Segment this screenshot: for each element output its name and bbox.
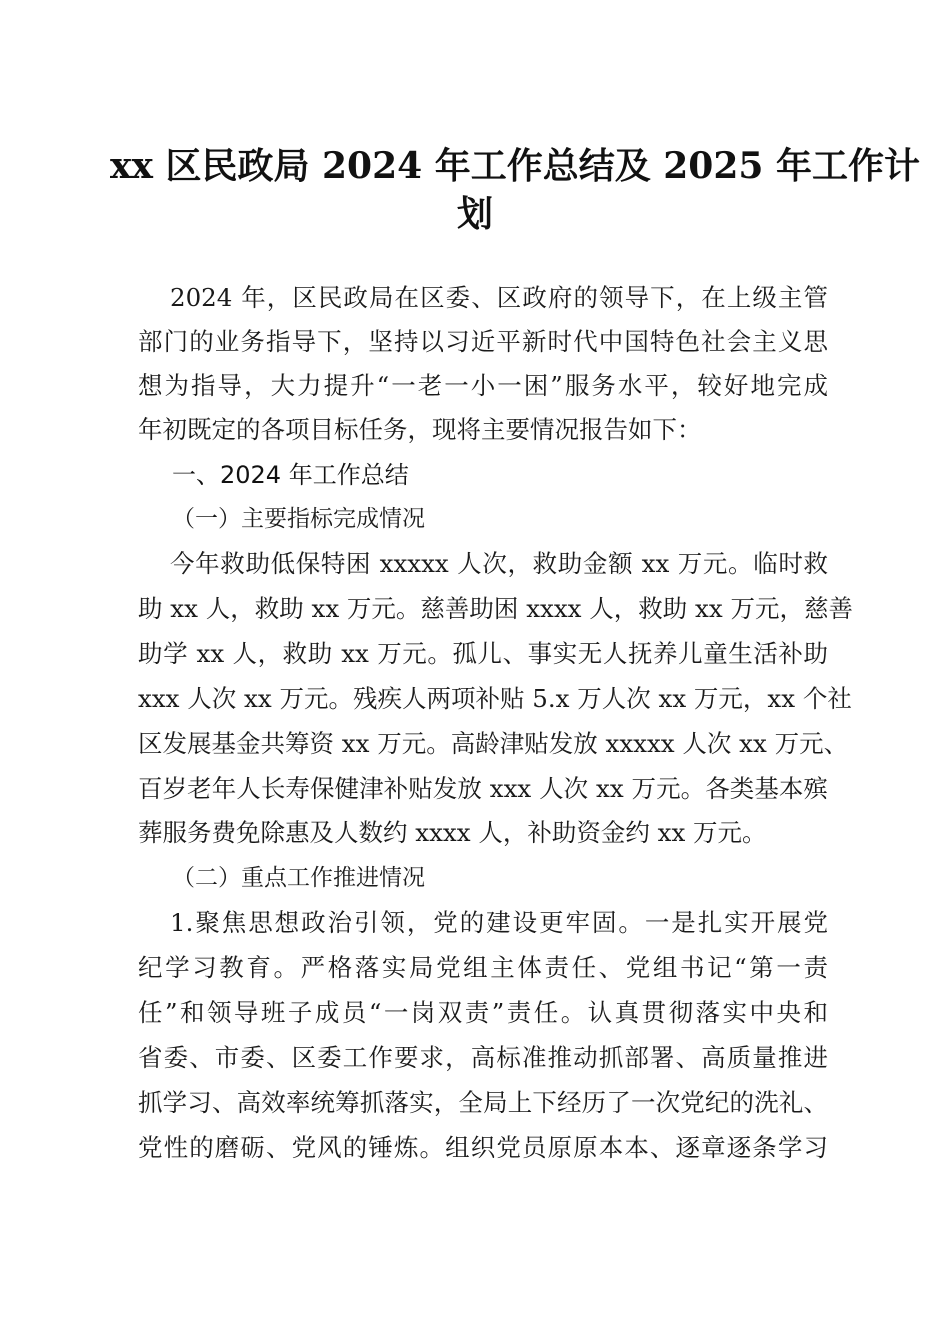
sub2-body-line: 任”和领导班子成员“一岗双责”责任。认真贯彻落实中央和 [138,998,828,1027]
intro-line: 年初既定的各项目标任务，现将主要情况报告如下： [138,415,702,444]
document-title-line-1: xx 区民政局 2024 年工作总结及 2025 年工作计 [110,145,920,187]
document-title-line-2: 划 [456,193,493,235]
sub2-body-line: 省委、市委、区委工作要求，高标准推动抓部署、高质量推进 [138,1043,828,1072]
sub2-body-line: 纪学习教育。严格落实局党组主体责任、党组书记“第一责 [138,953,828,982]
intro-line: 想为指导，大力提升“一老一小一困”服务水平，较好地完成 [138,371,828,400]
sub1-body-line: 助 xx 人，救助 xx 万元。慈善助困 xxxx 人，救助 xx 万元，慈善 [138,594,853,623]
sub1-body-line: 葬服务费免除惠及人数约 xxxx 人，补助资金约 xx 万元。 [138,818,767,847]
subsection-heading-2: （二）重点工作推进情况 [172,865,425,891]
sub1-body-line: 助学 xx 人，救助 xx 万元。孤儿、事实无人抚养儿童生活补助 [138,639,828,668]
section-heading-1: 一、2024 年工作总结 [172,461,409,489]
intro-line: 部门的业务指导下，坚持以习近平新时代中国特色社会主义思 [138,327,828,356]
sub1-body-line: 今年救助低保特困 xxxxx 人次，救助金额 xx 万元。临时救 [170,549,828,578]
sub1-body-line: xxx 人次 xx 万元。残疾人两项补贴 5.x 万人次 xx 万元，xx 个社 [138,684,852,713]
sub2-body-line: 党性的磨砺、党风的锤炼。组织党员原原本本、逐章逐条学习 [138,1133,828,1162]
intro-line: 2024 年，区民政局在区委、区政府的领导下，在上级主管 [170,283,828,312]
sub1-body-line: 区发展基金共筹资 xx 万元。高龄津贴发放 xxxxx 人次 xx 万元、 [138,729,849,758]
sub1-body-line: 百岁老年人长寿保健津补贴发放 xxx 人次 xx 万元。各类基本殡 [138,774,828,803]
sub2-body-line: 1.聚焦思想政治引领，党的建设更牢固。一是扎实开展党 [170,908,828,937]
sub2-body-line: 抓学习、高效率统筹抓落实，全局上下经历了一次党纪的洗礼、 [138,1088,828,1117]
subsection-heading-1: （一）主要指标完成情况 [172,506,425,532]
